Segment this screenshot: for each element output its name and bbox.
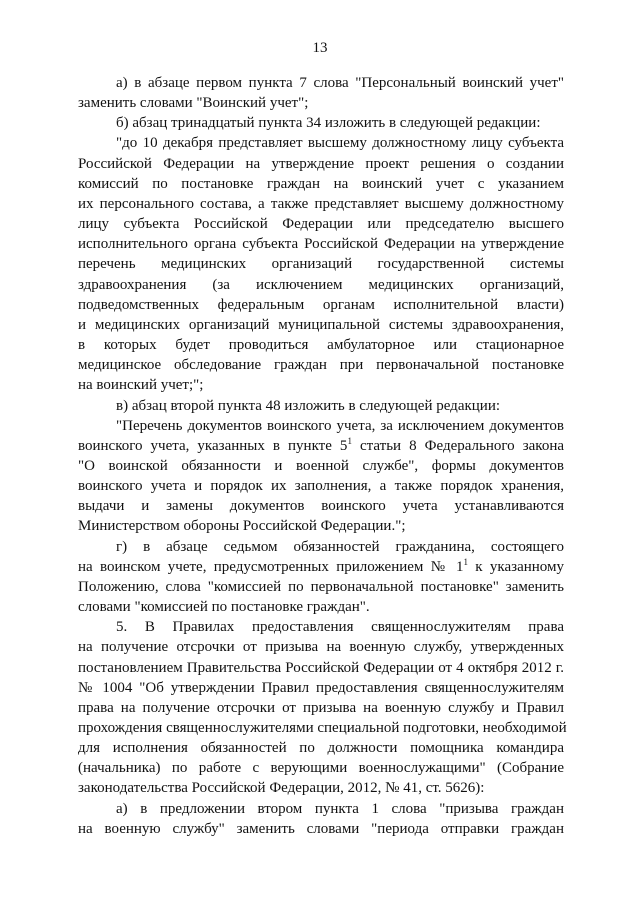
paragraph-quote-documents xyxy=(78,416,564,537)
text-line: № 1004 "Об утверждении Правил предоставления священнослужителям xyxy=(78,679,564,696)
text-line: на воинский учет;"; xyxy=(78,377,204,394)
paragraph-b-item34 xyxy=(78,113,564,133)
text-line: 5. В Правилах предоставления священнослужителям права xyxy=(116,619,564,636)
paragraph-5-rules xyxy=(78,617,567,798)
text-line: постановлением Правительства Российской Федерации от 4 октября 2012 г. xyxy=(78,659,564,676)
text-line: "Перечень документов воинского учета, за исключением документов xyxy=(116,417,564,434)
text-line: а) в предложении втором пункта 1 слова "призыва граждан xyxy=(116,800,564,817)
text-line: в) абзац второй пункта 48 изложить в следующей редакции: xyxy=(116,397,501,414)
text-line: выдачи и замены документов воинского учета устанавливаются xyxy=(78,498,564,515)
text-line: исполнительного органа субъекта Российской Федерации на утверждение xyxy=(78,236,564,253)
text-line: законодательства Российской Федерации, 2012, № 41, ст. 5626): xyxy=(78,780,485,797)
text-line: их персонального состава, а также представляет высшему должностному xyxy=(78,195,564,212)
document-body xyxy=(78,73,567,839)
text-line: б) абзац тринадцатый пункта 34 изложить в следующей редакции: xyxy=(116,115,541,132)
text-line: права на получение отсрочки от призыва на военную службу и Правил xyxy=(78,699,564,716)
text-line: "до 10 декабря представляет высшему должностному лицу субъекта xyxy=(116,135,564,152)
text-line: Российской Федерации на утверждение проект решения о создании xyxy=(78,155,564,172)
text-line: г) в абзаце седьмом обязанностей гражданина, состоящего xyxy=(116,538,564,555)
text-line: Министерством обороны Российской Федерации."; xyxy=(78,518,406,535)
page-number: 13 xyxy=(312,40,328,56)
paragraph-quote-december xyxy=(78,133,564,395)
text-line: комиссий по постановке граждан на воинский учет с указанием xyxy=(78,175,564,192)
text-line: а) в абзаце первом пункта 7 слова "Персональный воинский учет" xyxy=(116,75,564,91)
text-line: и медицинских организаций муниципальной системы здравоохранения, xyxy=(78,316,564,333)
superscript-one: 1 xyxy=(463,556,468,567)
paragraph-v-item48 xyxy=(78,396,564,416)
text-line: воинского учета, указанных в пункте $5^1$ статьи 8 Федерального закона xyxy=(78,435,565,454)
paragraph-g-duties xyxy=(78,537,564,618)
text-line: на получение отсрочки от призыва на военную службу, утвержденных xyxy=(78,639,564,656)
text-line: медицинское обследование граждан при первоначальной постановке xyxy=(78,357,564,374)
text-line: перечень медицинских организаций государственной системы xyxy=(78,256,564,273)
paragraph-a-item7 xyxy=(78,73,564,113)
text-line: словами "комиссией по постановке граждан". xyxy=(78,599,370,616)
text-line: Положению, слова "комиссией по первоначальной постановке" заменить xyxy=(78,578,564,595)
text-line: (начальника) по работе с верующими военнослужащими" (Собрание xyxy=(78,760,564,777)
text-line: для исполнения обязанностей по должности помощника командира xyxy=(78,740,564,757)
text-line: прохождения священнослужителями специальной подготовки, необходимой xyxy=(78,720,567,736)
text-line: подведомственных федеральным органам исполнительной власти) xyxy=(78,296,564,313)
text-line: здравоохранения (за исключением медицинских организаций, xyxy=(78,276,564,293)
text-line: заменить словами "Воинский учет"; xyxy=(78,95,309,112)
paragraph-a-item1 xyxy=(78,799,564,839)
text-line: на воинском учете, предусмотренных приложением № $1^1$ к указанному xyxy=(78,556,564,575)
text-line: воинского учета и порядок их заполнения, а также порядок хранения, xyxy=(78,478,564,495)
superscript-one: 1 xyxy=(347,435,352,446)
text-line: на военную службу" заменить словами "периода отправки граждан xyxy=(78,820,564,837)
text-line: лицу субъекта Российской Федерации или председателю высшего xyxy=(78,216,564,233)
text-line: в которых будет проводиться амбулаторное или стационарное xyxy=(78,337,564,354)
text-line: "О воинской обязанности и военной службе", формы документов xyxy=(78,457,564,474)
